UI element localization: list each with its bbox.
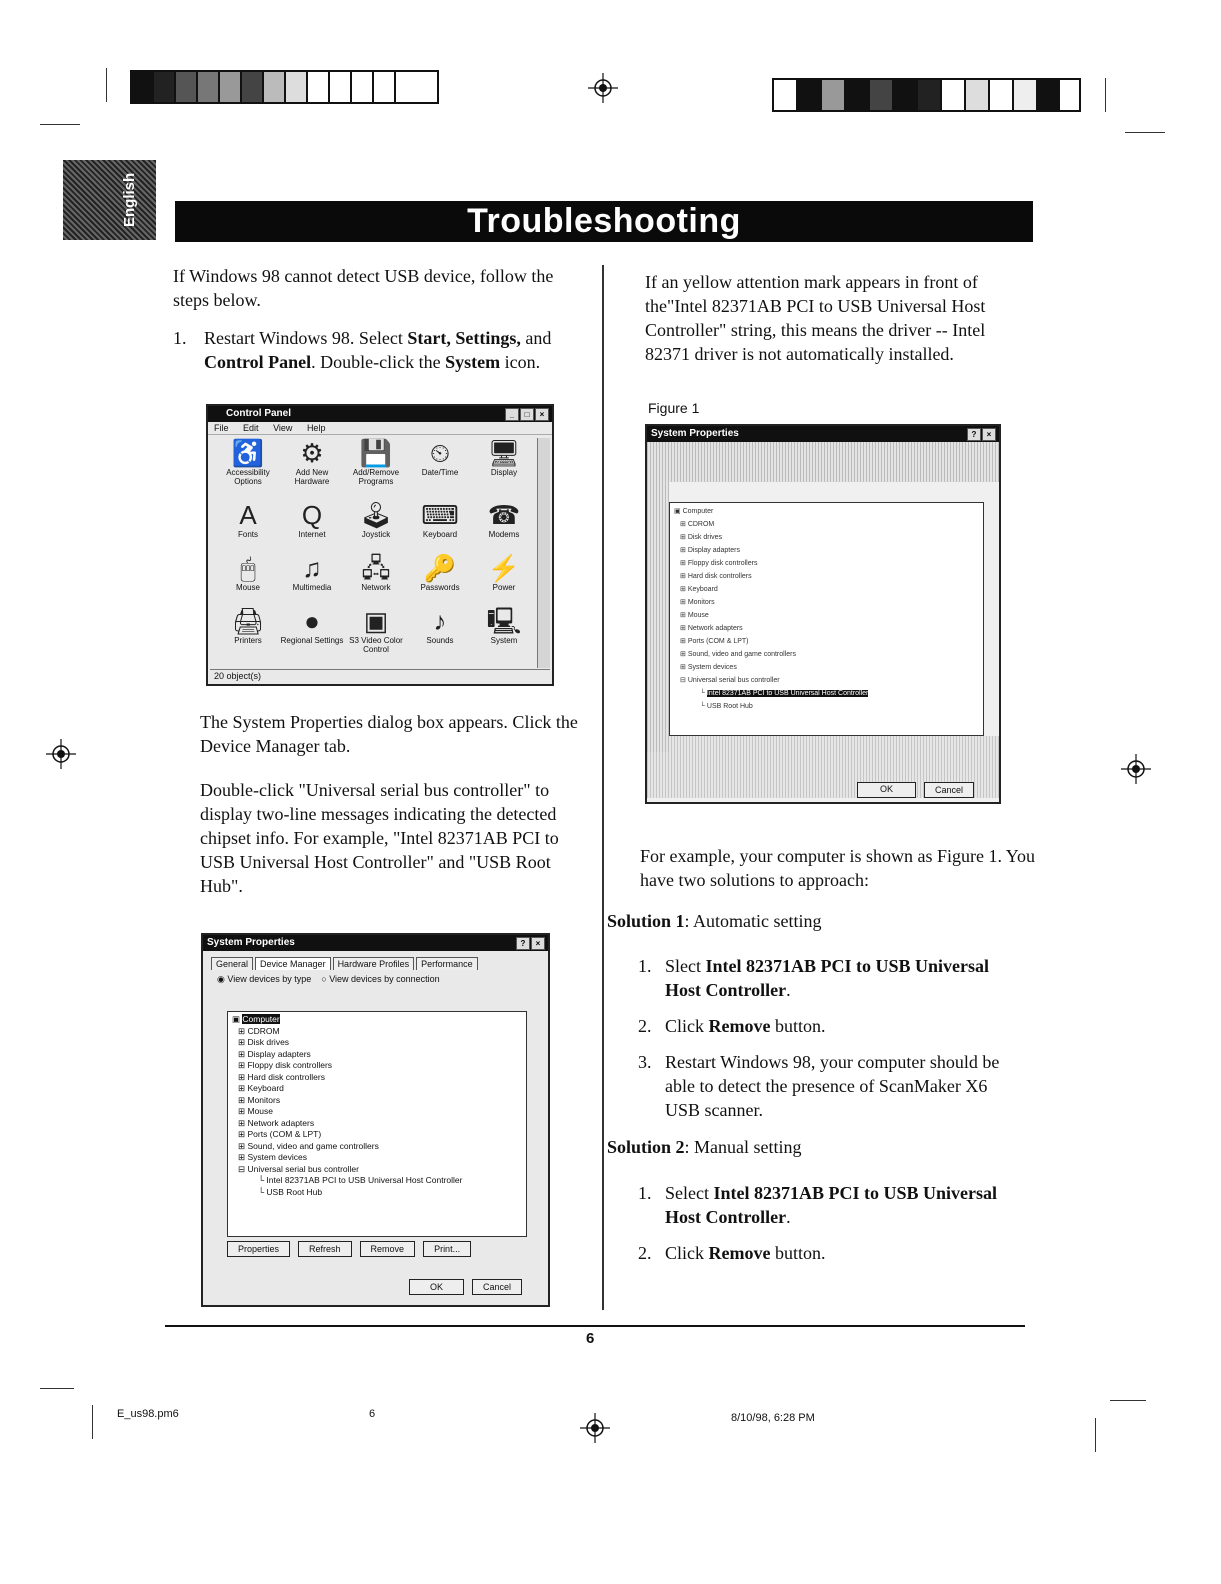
status-bar: 20 object(s) (210, 669, 550, 682)
footer-page: 6 (369, 1408, 376, 1420)
control-panel-item-label: Multimedia (292, 583, 332, 592)
keyboard-icon: ⌨ (421, 500, 459, 530)
tree-expander-icon: ⊞ (238, 1060, 248, 1070)
tree-expander-icon: ⊞ (680, 534, 688, 541)
registration-mark-icon (580, 1413, 610, 1443)
tab-hardware-profiles: Hardware Profiles (333, 957, 415, 970)
ok-button: OK (857, 782, 916, 798)
print-button: Print... (423, 1241, 471, 1257)
tree-expander-icon: ⊞ (680, 521, 688, 528)
add-remove-programs-icon: 💾 (359, 438, 393, 468)
control-panel-item-label: Internet (298, 530, 326, 539)
control-panel-item-label: Power (492, 583, 516, 592)
tree-expander-icon: ⊞ (238, 1117, 248, 1128)
tree-item-label: USB Root Hub (706, 703, 753, 710)
tree-expander-icon: ⊞ (238, 1129, 248, 1139)
tree-item-label: Sound, video and game controllers (247, 1140, 379, 1151)
yellow-mark-paragraph: If an yellow attention mark appears in front of the"Intel 82371AB PCI to USB Universal Host Controller" string, this means the driver -- Intel 82371 driver is not automatically installed. (645, 272, 986, 364)
control-panel-item (216, 500, 280, 539)
control-panel-icon-grid (216, 438, 536, 654)
step-number: 2. (638, 1016, 652, 1036)
tree-item (674, 700, 979, 713)
tree-expander-icon: ⊞ (680, 625, 688, 632)
tree-expander-icon: ⊞ (680, 664, 688, 671)
tree-item (674, 505, 979, 518)
tree-item-label: Computer (242, 1014, 280, 1024)
crop-mark (1095, 1418, 1096, 1452)
step-number: 2. (638, 1243, 652, 1263)
tree-expander-icon: └ (700, 690, 707, 697)
step-number: 1. (638, 1183, 652, 1203)
tree-expander-icon: ⊞ (238, 1037, 248, 1047)
control-panel-screenshot (206, 404, 554, 686)
control-panel-item-label: Passwords (420, 583, 460, 592)
control-panel-item-label: Printers (234, 636, 262, 645)
tree-item (674, 622, 979, 635)
menu-file: File (214, 423, 229, 433)
add-hardware-icon: ⚙ (300, 438, 324, 468)
tree-item-label: CDROM (247, 1025, 280, 1036)
control-panel-item (344, 438, 408, 486)
properties-button: Properties (227, 1241, 290, 1257)
printers-icon: 🖨 (231, 606, 265, 636)
tree-item (674, 583, 979, 596)
video-color-icon: ▣ (363, 606, 389, 636)
refresh-button: Refresh (298, 1241, 352, 1257)
window-title: System Properties (207, 937, 295, 948)
tree-expander-icon: ▣ (674, 508, 683, 515)
tree-item-label: Universal serial bus controller (687, 677, 780, 684)
tree-item (674, 687, 979, 700)
control-panel-item-label: Modems (488, 530, 520, 539)
tree-expander-icon: ⊞ (238, 1094, 248, 1105)
tree-item (232, 1152, 522, 1164)
minimize-icon: _ (505, 408, 519, 421)
remove-button: Remove (360, 1241, 416, 1257)
control-panel-item-label: Mouse (235, 583, 260, 592)
column-divider (602, 265, 604, 1310)
tree-item-label: CDROM (687, 521, 715, 528)
radio-by-type: ◉ View devices by type (217, 974, 312, 984)
crop-mark (40, 124, 80, 125)
control-panel-item (216, 606, 280, 654)
tree-item (232, 1060, 522, 1072)
footer-datetime: 8/10/98, 6:28 PM (731, 1412, 815, 1424)
step-text: Slect Intel 82371AB PCI to USB Universal Host Controller. (665, 956, 990, 1000)
passwords-icon: 🔑 (423, 553, 457, 583)
control-panel-item (344, 553, 408, 592)
tree-item (232, 1129, 522, 1141)
device-tree (227, 1011, 527, 1237)
dblclick-paragraph: Double-click "Universal serial bus controller" to display two-line messages indicating the detected chipset info. For example, "Intel 82371AB PCI to USB Universal Host Controller" and "USB Root Hub". (200, 780, 559, 896)
power-icon: ⚡ (487, 553, 521, 583)
tree-expander-icon: ⊞ (238, 1071, 248, 1082)
control-panel-item (408, 553, 472, 592)
tab-area (647, 442, 999, 482)
control-panel-item-label: Fonts (237, 530, 258, 539)
tree-expander-icon: ⊟ (680, 677, 688, 684)
step-number: 3. (638, 1052, 652, 1072)
window-title: System Properties (651, 428, 739, 439)
tree-item (674, 570, 979, 583)
tree-expander-icon: ⊞ (680, 638, 688, 645)
tree-item (232, 1164, 522, 1176)
tree-item-label: Disk drives (247, 1037, 290, 1047)
tree-item-label: Floppy disk controllers (687, 560, 758, 567)
tree-expander-icon: ⊞ (238, 1083, 248, 1093)
tree-item-label: Network adapters (247, 1117, 315, 1128)
tree-item (674, 596, 979, 609)
control-panel-item-label: Sounds (426, 636, 454, 645)
control-panel-item-label: Joystick (361, 530, 391, 539)
close-icon: × (982, 428, 996, 441)
tree-item (674, 648, 979, 661)
vertical-scrollbar (537, 438, 550, 668)
ok-button: OK (409, 1279, 464, 1295)
tree-item (232, 1187, 522, 1199)
tree-item-label: Ports (COM & LPT) (687, 638, 749, 645)
tree-item-label: Mouse (247, 1106, 273, 1116)
control-panel-item-label: Keyboard (422, 530, 458, 539)
control-panel-item-label: Add/Remove Programs (352, 468, 400, 486)
registration-mark-icon (46, 739, 76, 769)
tree-item (232, 1026, 522, 1038)
close-icon: × (531, 937, 545, 950)
radio-by-connection: ○ View devices by connection (321, 974, 440, 984)
tree-expander-icon: └ (258, 1175, 267, 1185)
tree-expander-icon: ⊞ (680, 612, 688, 619)
accessibility-icon: ♿ (231, 438, 265, 468)
tree-item (232, 1037, 522, 1049)
tree-item (232, 1014, 522, 1026)
cancel-button: Cancel (924, 782, 974, 798)
menu-help: Help (306, 423, 326, 433)
window-title: Control Panel (226, 408, 292, 419)
color-bar-left (130, 70, 439, 104)
date-time-icon: ⏲ (429, 438, 451, 468)
tree-item (232, 1106, 522, 1118)
tree-item-label: Hard disk controllers (247, 1071, 325, 1082)
tree-item-label: Keyboard (247, 1083, 284, 1093)
tree-item-label: USB Root Hub (266, 1186, 323, 1197)
tree-expander-icon: ⊞ (680, 586, 688, 593)
tree-expander-icon: └ (700, 703, 707, 710)
step1-text: Restart Windows 98. Select Start, Settings, and Control Panel. Double-click the System icon. (204, 328, 552, 372)
tree-item-label: System devices (247, 1152, 308, 1162)
footer-filename: E_us98.pm6 (117, 1408, 179, 1420)
tab-strip (203, 951, 548, 970)
control-panel-item (408, 606, 472, 654)
crop-mark (106, 68, 107, 102)
device-button-row (227, 1241, 471, 1257)
system-properties-screenshot (201, 933, 550, 1307)
step-number: 1. (173, 328, 187, 348)
intro-paragraph: If Windows 98 cannot detect USB device, follow the steps below. (173, 266, 554, 310)
tree-expander-icon: ⊞ (238, 1106, 248, 1116)
menu-edit: Edit (243, 423, 259, 433)
tree-expander-icon: ⊞ (238, 1140, 248, 1151)
sounds-icon: ♪ (433, 606, 447, 636)
control-panel-item (472, 606, 536, 654)
tree-item (674, 609, 979, 622)
maximize-icon: □ (520, 408, 534, 421)
control-panel-item (344, 500, 408, 539)
tree-expander-icon: ⊞ (238, 1048, 248, 1059)
tree-item-label: Ports (COM & LPT) (247, 1129, 322, 1139)
tab-device-manager: Device Manager (255, 957, 331, 970)
tab-general: General (211, 957, 253, 970)
tree-item (232, 1083, 522, 1095)
tree-item (674, 674, 979, 687)
network-icon: 🖧 (361, 553, 391, 583)
step-number: 1. (638, 956, 652, 976)
example-paragraph: For example, your computer is shown as Figure 1. You have two solutions to approach: (640, 846, 1035, 890)
tree-item-label: Intel 82371AB PCI to USB Universal Host Controller (266, 1175, 463, 1185)
control-panel-item-label: Accessibility Options (226, 468, 270, 486)
tree-item-label: Computer (682, 508, 714, 515)
control-panel-item (216, 553, 280, 592)
tree-item-label: Disk drives (687, 534, 723, 541)
tree-item-label: Monitors (687, 599, 715, 606)
figure-label: Figure 1 (648, 400, 700, 416)
tree-item (232, 1141, 522, 1153)
regional-settings-icon: ● (304, 606, 320, 636)
multimedia-icon: ♫ (302, 553, 322, 583)
tree-item (232, 1175, 522, 1187)
figure-1-screenshot (645, 424, 1001, 804)
tree-item-label: Keyboard (687, 586, 718, 593)
tree-item-label: Network adapters (687, 625, 743, 632)
page-number: 6 (586, 1330, 595, 1347)
sysprops-paragraph: The System Properties dialog box appears. Click the Device Manager tab. (200, 712, 578, 756)
tree-expander-icon: ▣ (232, 1014, 243, 1024)
close-icon: × (535, 408, 549, 421)
tree-item-label: Monitors (247, 1094, 281, 1105)
window-titlebar (203, 935, 548, 951)
color-bar-right (772, 78, 1081, 112)
joystick-icon: 🕹 (359, 500, 393, 530)
window-titlebar (208, 406, 552, 422)
control-panel-item-label: Network (361, 583, 391, 592)
control-panel-item-label: System (490, 636, 518, 645)
tree-item (674, 635, 979, 648)
step-text: Click Remove button. (665, 1243, 826, 1263)
menu-bar (208, 422, 552, 435)
control-panel-item-label: S3 Video Color Control (349, 636, 403, 654)
control-panel-item (280, 553, 344, 592)
fonts-icon: A (239, 500, 257, 530)
internet-icon: Q (301, 500, 323, 530)
tree-item-label: Display adapters (247, 1048, 311, 1059)
system-icon: 🖳 (486, 606, 522, 636)
device-tree (669, 502, 984, 736)
tree-item-label: Hard disk controllers (687, 573, 752, 580)
tree-expander-icon: ⊞ (680, 547, 688, 554)
tree-expander-icon: ⊞ (680, 573, 688, 580)
tree-item (674, 544, 979, 557)
step-text: Click Remove button. (665, 1016, 826, 1036)
step-text: Select Intel 82371AB PCI to USB Universal Host Controller. (665, 1183, 997, 1227)
dialog-button-row (409, 1279, 522, 1295)
control-panel-item-label: Date/Time (421, 468, 459, 477)
crop-mark (1110, 1400, 1146, 1401)
modems-icon: ☎ (487, 500, 521, 530)
dialog-button-row (857, 782, 974, 798)
language-label: English (121, 172, 138, 228)
tree-item (674, 557, 979, 570)
solution1-heading: Solution 1: Automatic setting (607, 911, 822, 931)
tree-item (674, 518, 979, 531)
left-shade (647, 482, 669, 752)
control-panel-item (280, 438, 344, 486)
tree-item (232, 1095, 522, 1107)
control-panel-item (216, 438, 280, 486)
control-panel-item (280, 500, 344, 539)
tree-item-label: Floppy disk controllers (247, 1060, 333, 1070)
tree-item (232, 1049, 522, 1061)
registration-mark-icon (588, 73, 618, 103)
tree-expander-icon: ⊞ (238, 1152, 248, 1162)
control-panel-item (280, 606, 344, 654)
control-panel-item (408, 500, 472, 539)
tree-item (232, 1072, 522, 1084)
tree-item (674, 531, 979, 544)
tab-performance: Performance (416, 957, 478, 970)
control-panel-item (472, 438, 536, 486)
control-panel-item (472, 500, 536, 539)
tree-item-label: Universal serial bus controller (247, 1163, 359, 1174)
control-panel-item-label: Display (490, 468, 518, 477)
crop-mark (1105, 78, 1106, 112)
control-panel-item-label: Add New Hardware (294, 468, 330, 486)
crop-mark (40, 1388, 74, 1389)
tree-item-label: System devices (687, 664, 737, 671)
crop-mark (1125, 132, 1165, 133)
tree-expander-icon: ⊟ (238, 1163, 248, 1174)
help-icon: ? (967, 428, 981, 441)
mouse-icon: 🖱 (240, 553, 256, 583)
tree-expander-icon: └ (258, 1186, 267, 1197)
control-panel-item (344, 606, 408, 654)
tree-expander-icon: ⊞ (680, 599, 688, 606)
menu-view: View (273, 423, 293, 433)
solution2-heading: Solution 2: Manual setting (607, 1137, 802, 1157)
tree-item-label: Display adapters (687, 547, 740, 554)
language-tab (63, 160, 156, 240)
page-title: Troubleshooting (175, 201, 1033, 242)
help-icon: ? (516, 937, 530, 950)
tree-expander-icon: ⊞ (680, 651, 688, 658)
tree-item (674, 661, 979, 674)
tree-expander-icon: ⊞ (238, 1025, 248, 1036)
footer-rule (165, 1325, 1025, 1327)
registration-mark-icon (1121, 754, 1151, 784)
tree-item-label: Mouse (687, 612, 709, 619)
cancel-button: Cancel (472, 1279, 522, 1295)
tree-item-label: Intel 82371AB PCI to USB Universal Host Controller (706, 690, 869, 697)
control-panel-item (408, 438, 472, 486)
window-titlebar (647, 426, 999, 442)
control-panel-item (472, 553, 536, 592)
step-text: Restart Windows 98, your computer should be able to detect the presence of ScanMaker X6 USB scanner. (665, 1052, 1000, 1120)
view-options (203, 970, 548, 989)
tree-expander-icon: ⊞ (680, 560, 688, 567)
crop-mark (92, 1405, 93, 1439)
tree-item (232, 1118, 522, 1130)
display-icon: 🖥 (487, 438, 521, 468)
tree-item-label: Sound, video and game controllers (687, 651, 796, 658)
control-panel-item-label: Regional Settings (280, 636, 344, 645)
